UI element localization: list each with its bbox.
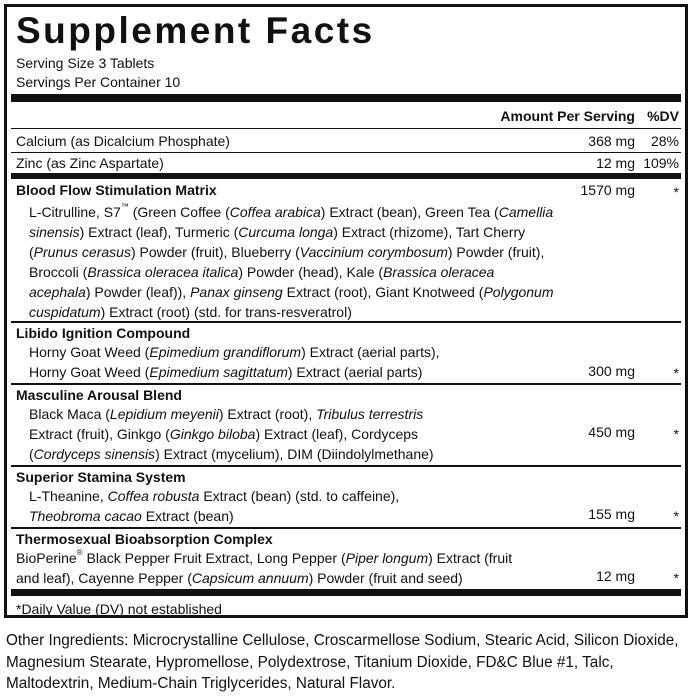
latin-name: Coffea robusta [107,488,200,504]
latin-name: Camellia sinensis [29,204,554,240]
ingredient-text: L-Theanine, [29,488,108,504]
header-divider [11,128,681,129]
ingredient-text: ) Extract (rhizome), Tart Cherry ( [29,224,526,260]
latin-name: Curcuma longa [238,224,334,240]
nutrient-dv: 109% [643,155,679,171]
trademark-mark: ® [76,548,83,557]
ingredient-text: Extract (bean) (std. to caffeine), [199,488,400,504]
ingredient-text: Extract (fruit), Ginkgo ( [29,426,170,442]
latin-name: Coffea arabica [229,204,321,220]
blend-ingredients [29,404,459,464]
ingredient-text: ) Powder (head), Kale ( [238,264,384,280]
nutrient-dv: 28% [650,133,679,149]
servings-per-container: Servings Per Container 10 [16,74,181,90]
nutrient-amount: 12 mg [596,155,635,171]
blend-ingredients [29,342,469,382]
ingredient-text: ) Extract (aerial parts), Horny Goat Weed ( [29,344,440,380]
ingredient-text: ) Powder (fruit), Blueberry ( [130,244,300,260]
blend-amount: 300 mg [588,363,635,379]
dv-footnote: *Daily Value (DV) not established [16,601,222,617]
ingredient-text: Extract (root), Giant Knotweed ( [282,284,484,300]
blend-divider [11,321,681,323]
bottom-divider [11,589,681,596]
blend-divider [11,527,681,529]
blend-dv: * [673,184,679,200]
blend-name: Masculine Arousal Blend [16,387,182,403]
ingredient-text: Extract (bean) [141,508,234,524]
blend-dv: * [673,508,679,524]
blend-dv: * [673,365,679,381]
ingredient-text: ) Extract (mycelium), DIM (Diindolylmethane) [155,446,434,462]
other-ingredients: Other Ingredients: Microcrystalline Cellulose, Croscarmellose Sodium, Stearic Acid, Silicon Dioxide, Magnesium Stearate, Hypromellose, Polydextrose, Titanium Dioxide, FD&C Blue #1, Talc, Maltodextrin, Medium-Chain Triglycerides, Natural Flavor. [6,632,679,692]
latin-name: Prunus cerasus [33,244,131,260]
trademark-mark: ™ [120,202,129,211]
ingredient-text: (Green Coffee ( [128,204,230,220]
nutrient-name: Calcium (as Dicalcium Phosphate) [16,133,230,149]
panel-title: Supplement Facts [16,10,375,51]
blend-ingredients [29,486,449,526]
ingredient-text: Black Maca ( [29,406,110,422]
blend-name: Blood Flow Stimulation Matrix [16,182,217,198]
ingredient-text: ) Extract (root) (std. for trans-resveratrol) [100,304,352,320]
ingredient-text: Horny Goat Weed ( [29,344,150,360]
nutrient-amount: 368 mg [588,133,635,149]
latin-name: Tribulus terrestris [316,406,424,422]
blend-name: Thermosexual Bioabsorption Complex [16,531,273,547]
blend-divider [11,465,681,467]
ingredient-text: ) Extract (leaf), Turmeric ( [79,224,239,240]
dv-header: %DV [647,108,679,124]
ingredient-text: ) Extract (leaf), Cordyceps ( [29,426,419,462]
ingredient-text: ) Powder (fruit), Broccoli ( [29,244,545,280]
ingredient-text: Black Pepper Fruit Extract, Long Pepper ( [82,550,346,566]
ingredient-text: ) Powder (fruit and seed) [308,570,463,586]
blend-amount: 12 mg [596,568,635,584]
latin-name: Lepidium meyenii [109,406,219,422]
nutrient-name: Zinc (as Zinc Aspartate) [16,155,164,171]
latin-name: Brassica oleracea italica [87,264,239,280]
blend-amount: 155 mg [588,506,635,522]
ingredient-text: L-Citrulline, S7 [29,204,121,220]
latin-name: Brassica oleracea acephala [29,264,495,300]
blend-ingredients [29,202,559,322]
latin-name: Piper longum [345,550,429,566]
latin-name: Vaccinium corymbosum [299,244,448,260]
latin-name: Polygonum cuspidatum [29,284,554,320]
row-divider [11,152,681,153]
ingredient-text: ) Extract (fruit and leaf), Cayenne Pepper ( [16,550,513,586]
latin-name: Cordyceps sinensis [33,446,156,462]
blend-dv: * [673,426,679,442]
blend-amount: 1570 mg [580,182,635,198]
blend-dv: * [673,570,679,586]
ingredient-text: ) Extract (aerial parts) [287,364,423,380]
supplement-facts-panel [4,4,688,618]
blend-name: Libido Ignition Compound [16,325,191,341]
latin-name: Panax ginseng [190,284,283,300]
blend-ingredients [16,548,536,588]
ingredient-text: ) Powder (leaf)), [85,284,191,300]
medium-divider [11,173,681,179]
latin-name: Ginkgo biloba [169,426,256,442]
latin-name: Epimedium grandiflorum [149,344,302,360]
ingredient-text: ) Extract (bean), Green Tea ( [320,204,499,220]
blend-divider [11,383,681,385]
blend-name: Superior Stamina System [16,469,186,485]
ingredient-text: BioPerine [16,550,77,566]
ingredient-text: ) Extract (root), [218,406,317,422]
latin-name: Epimedium sagittatum [149,364,288,380]
amount-per-serving-header: Amount Per Serving [500,108,635,124]
blend-amount: 450 mg [588,424,635,440]
thick-divider [11,94,681,102]
latin-name: Theobroma cacao [29,508,142,524]
latin-name: Capsicum annuum [191,570,309,586]
serving-size: Serving Size 3 Tablets [16,55,155,71]
